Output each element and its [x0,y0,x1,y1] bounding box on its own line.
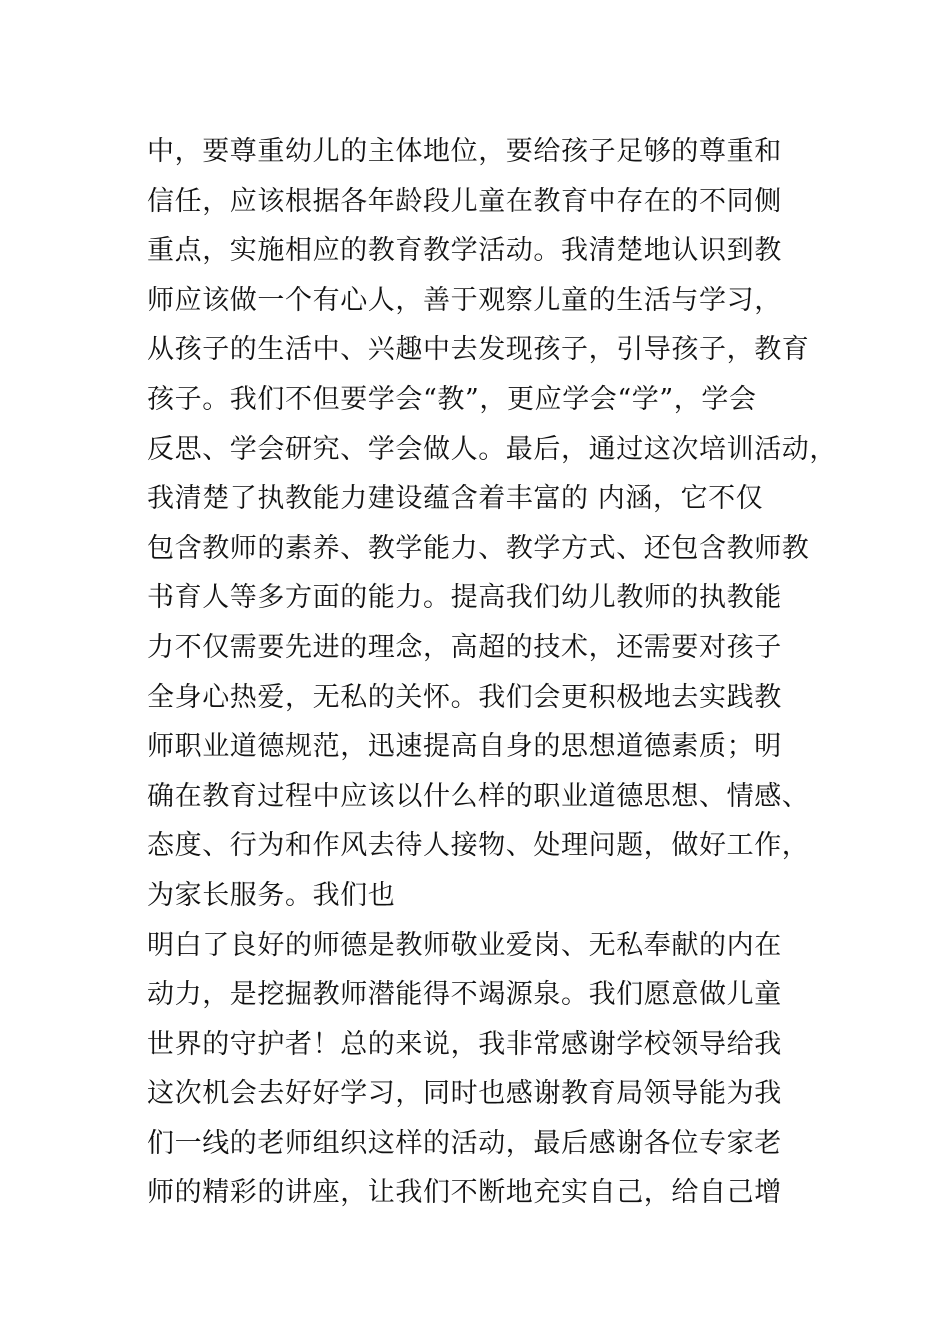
text-line: 师应该做一个有心人，善于观察儿童的生活与学习， [147,284,782,316]
text-line: 动力，是挖掘教师潜能得不竭源泉。我们愿意做儿童 [147,979,782,1011]
text-line: 中，要尊重幼儿的主体地位，要给孩子足够的尊重和 [147,136,782,167]
text-line: 我清楚了执教能力建设蕴含着丰富的 内涵，它不仅 [147,483,764,515]
text-line: 师的精彩的讲座，让我们不断地充实自己，给自己增 [147,1177,782,1209]
text-line: 反思、学会研究、学会做人。最后，通过这次培训活动， [147,433,837,465]
text-line: 明白了良好的师德是教师敬业爱岗、无私奉献的内在 [147,929,782,961]
text-line: 态度、行为和作风去待人接物、处理问题，做好工作， [147,830,810,862]
text-line: 孩子。我们不但要学会“教”，更应学会“学”，学会 [147,383,757,415]
text-line: 包含教师的素养、教学能力、教学方式、还包含教师教 [147,532,810,564]
text-line: 重点，实施相应的教育教学活动。我清楚地认识到教 [147,235,782,267]
text-line: 这次机会去好好学习，同时也感谢教育局领导能为我 [147,1078,782,1110]
body-text [147,127,837,1218]
text-line: 从孩子的生活中、兴趣中去发现孩子，引导孩子，教育 [147,334,810,366]
text-line: 书育人等多方面的能力。提高我们幼儿教师的执教能 [147,582,782,614]
text-line: 世界的守护者！总的来说，我非常感谢学校领导给我 [147,1028,782,1060]
text-line: 师职业道德规范，迅速提高自身的思想道德素质；明 [147,731,782,763]
text-line: 为家长服务。我们也 [147,879,396,911]
text-line: 全身心热爱，无私的关怀。我们会更积极地去实践教 [147,681,782,713]
text-line: 信任，应该根据各年龄段儿童在教育中存在的不同侧 [147,185,782,217]
text-line: 力不仅需要先进的理念，高超的技术，还需要对孩子 [147,631,782,663]
text-line: 们一线的老师组织这样的活动，最后感谢各位专家老 [147,1127,782,1159]
text-line: 确在教育过程中应该以什么样的职业道德思想、情感、 [147,780,810,812]
